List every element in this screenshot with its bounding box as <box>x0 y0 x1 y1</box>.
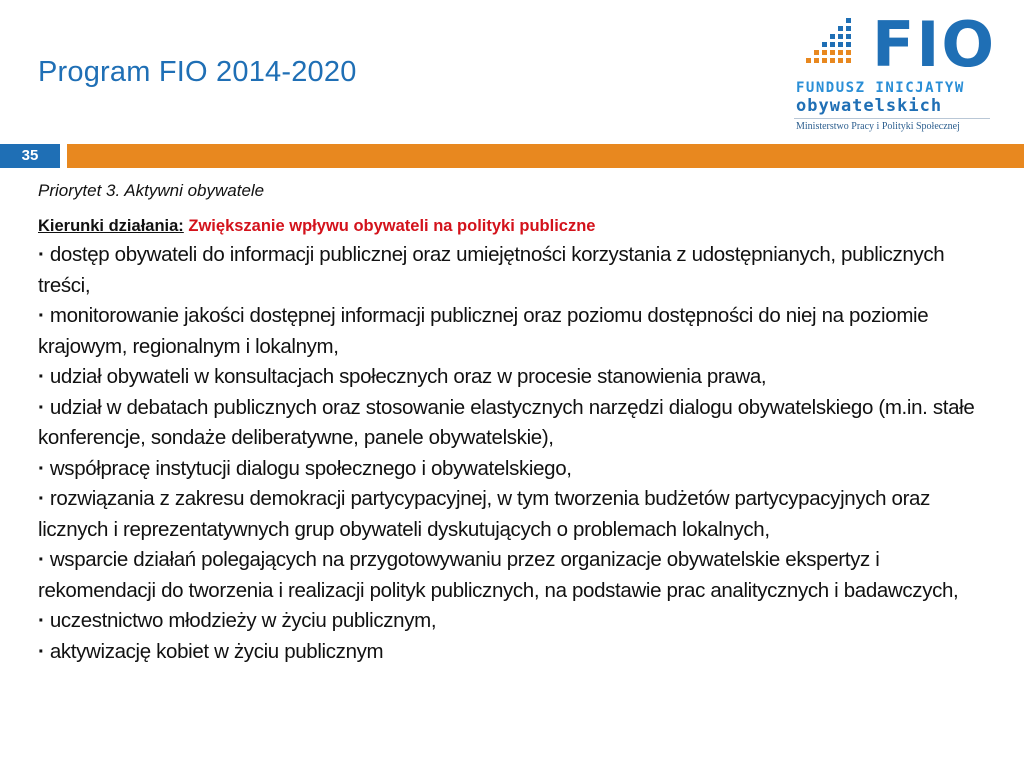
list-item <box>38 545 998 606</box>
kierunki-value: Zwiększanie wpływu obywateli na polityki publiczne <box>188 217 596 235</box>
bullet-icon: · <box>38 304 45 327</box>
list-item <box>38 637 998 668</box>
list-item-text: udział w debatach publicznych oraz stosowanie elastycznych narzędzi dialogu obywatelskiego (m.in. stałe konferencje, sondaże deliberatywne, panele obywatelskie), <box>38 395 975 449</box>
list-item <box>38 362 998 393</box>
logo-divider <box>794 118 990 119</box>
kierunki-label: Kierunki działania: <box>38 217 184 235</box>
bullet-icon: · <box>38 395 45 419</box>
logo-ministry: Ministerstwo Pracy i Polityki Społecznej <box>796 121 960 132</box>
list-item-text: udział obywateli w konsultacjach społecznych oraz w procesie stanowienia prawa, <box>49 365 767 388</box>
list-item <box>38 454 998 485</box>
list-item <box>38 240 998 301</box>
logo-line1: FUNDUSZ INICJATYW <box>796 80 965 96</box>
slide-number: 35 <box>0 144 60 168</box>
list-item-text: rozwiązania z zakresu demokracji partycypacyjnej, w tym tworzenia budżetów partycypacyjnych oraz licznych i reprezentatywnych grup obywateli dyskutujących o problemach lokalnych, <box>38 487 931 541</box>
list-item <box>38 484 998 545</box>
list-item-text: wsparcie działań polegających na przygotowywaniu przez organizacje obywatelskie ekspertyz i rekomendacji do tworzenia i realizacji polityk publicznych, na podstawie prac analitycznych i badawczych, <box>38 548 959 602</box>
bullet-icon: · <box>38 365 45 388</box>
bullet-icon: · <box>38 548 45 571</box>
list-item <box>38 393 998 454</box>
logo-fio-text: FIO <box>872 8 997 81</box>
page-title: Program FIO 2014-2020 <box>38 56 357 88</box>
list-item-text: dostęp obywateli do informacji publicznej oraz umiejętności korzystania z udostępnianych, publicznych treści, <box>38 243 945 297</box>
slide-header-bar <box>0 144 1024 168</box>
list-item <box>38 301 998 362</box>
list-item-text: uczestnictwo młodzieży w życiu publicznym, <box>49 609 437 632</box>
list-item <box>38 606 998 637</box>
kierunki-heading <box>38 217 998 236</box>
bullet-icon: · <box>38 456 45 480</box>
orange-stripe <box>67 144 1024 168</box>
dots-graphic-icon <box>798 16 868 74</box>
action-list <box>38 240 998 667</box>
fio-logo <box>790 8 1010 144</box>
slide-content <box>38 217 998 667</box>
logo-line2: obywatelskich <box>796 96 943 116</box>
priority-subtitle: Priorytet 3. Aktywni obywatele <box>38 181 265 200</box>
list-item-text: współpracę instytucji dialogu społecznego i obywatelskiego, <box>49 456 572 480</box>
bullet-icon: · <box>38 639 45 663</box>
list-item-text: monitorowanie jakości dostępnej informacji publicznej oraz poziomu dostępności do niej na poziomie krajowym, regionalnym i lokalnym, <box>38 304 929 358</box>
bullet-icon: · <box>38 487 45 510</box>
bullet-icon: · <box>38 243 45 266</box>
bullet-icon: · <box>38 609 45 632</box>
list-item-text: aktywizację kobiet w życiu publicznym <box>49 639 384 663</box>
